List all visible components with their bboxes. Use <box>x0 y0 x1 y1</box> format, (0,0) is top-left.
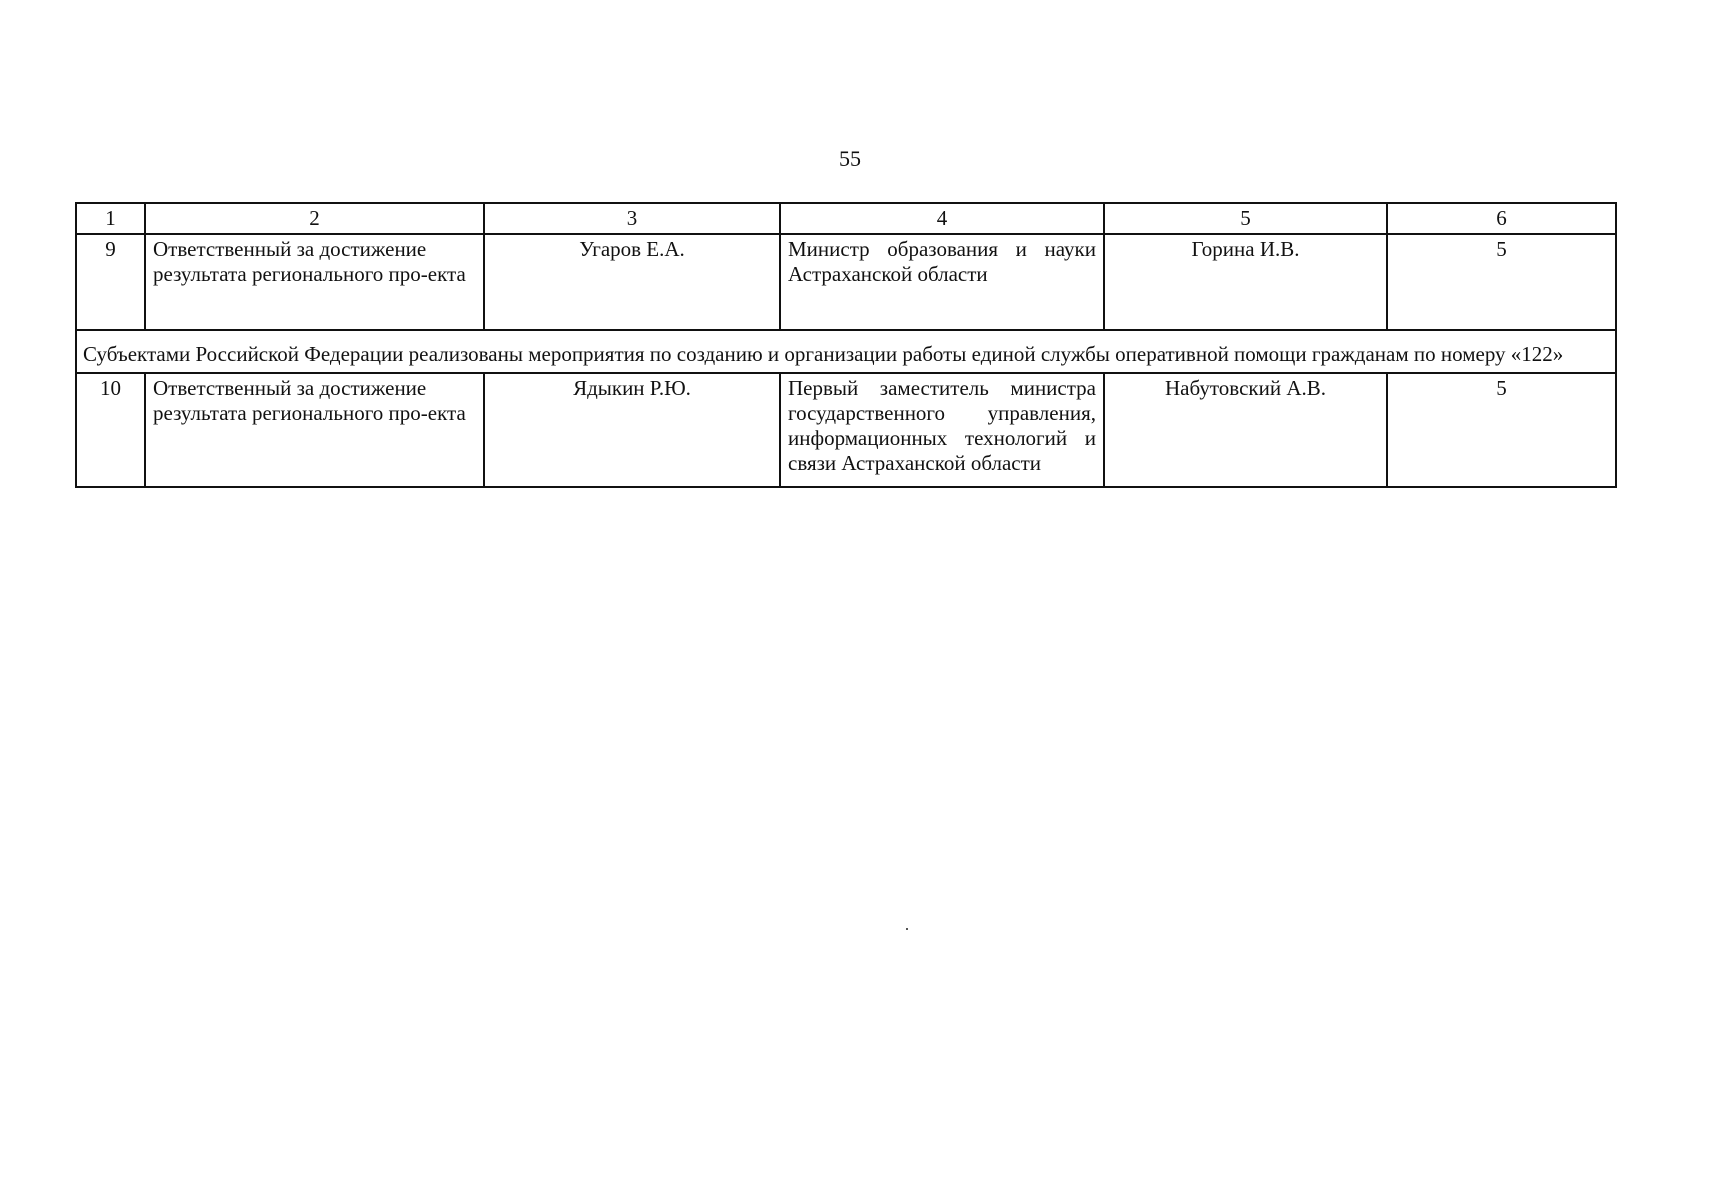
value-cell: 5 <box>1387 234 1616 330</box>
role-cell: Ответственный за достижение результата регионального про-екта <box>145 234 484 330</box>
header-cell-2: 2 <box>145 203 484 234</box>
header-cell-6: 6 <box>1387 203 1616 234</box>
header-cell-5: 5 <box>1104 203 1387 234</box>
person-cell: Ядыкин Р.Ю. <box>484 373 780 487</box>
header-cell-1: 1 <box>76 203 145 234</box>
row-number-cell: 9 <box>76 234 145 330</box>
responsibility-table <box>75 202 1617 488</box>
page-number: 55 <box>839 146 861 171</box>
table-header-row <box>76 203 1616 234</box>
table-row-9 <box>76 234 1616 330</box>
row-number-cell: 10 <box>76 373 145 487</box>
value-cell: 5 <box>1387 373 1616 487</box>
role-cell: Ответственный за достижение результата регионального про-екта <box>145 373 484 487</box>
scan-speck <box>906 928 908 930</box>
supervisor-cell: Горина И.В. <box>1104 234 1387 330</box>
section-text: Субъектами Российской Федерации реализованы мероприятия по созданию и организации работы единой службы оперативной помощи гражданам по номеру «122» <box>76 330 1616 373</box>
header-cell-4: 4 <box>780 203 1104 234</box>
person-cell: Угаров Е.А. <box>484 234 780 330</box>
position-cell: Министр образования и науки Астраханской области <box>780 234 1104 330</box>
table-row-10 <box>76 373 1616 487</box>
section-row <box>76 330 1616 373</box>
header-cell-3: 3 <box>484 203 780 234</box>
position-cell: Первый заместитель министра государственного управления, информационных технологий и связи Астраханской области <box>780 373 1104 487</box>
supervisor-cell: Набутовский А.В. <box>1104 373 1387 487</box>
